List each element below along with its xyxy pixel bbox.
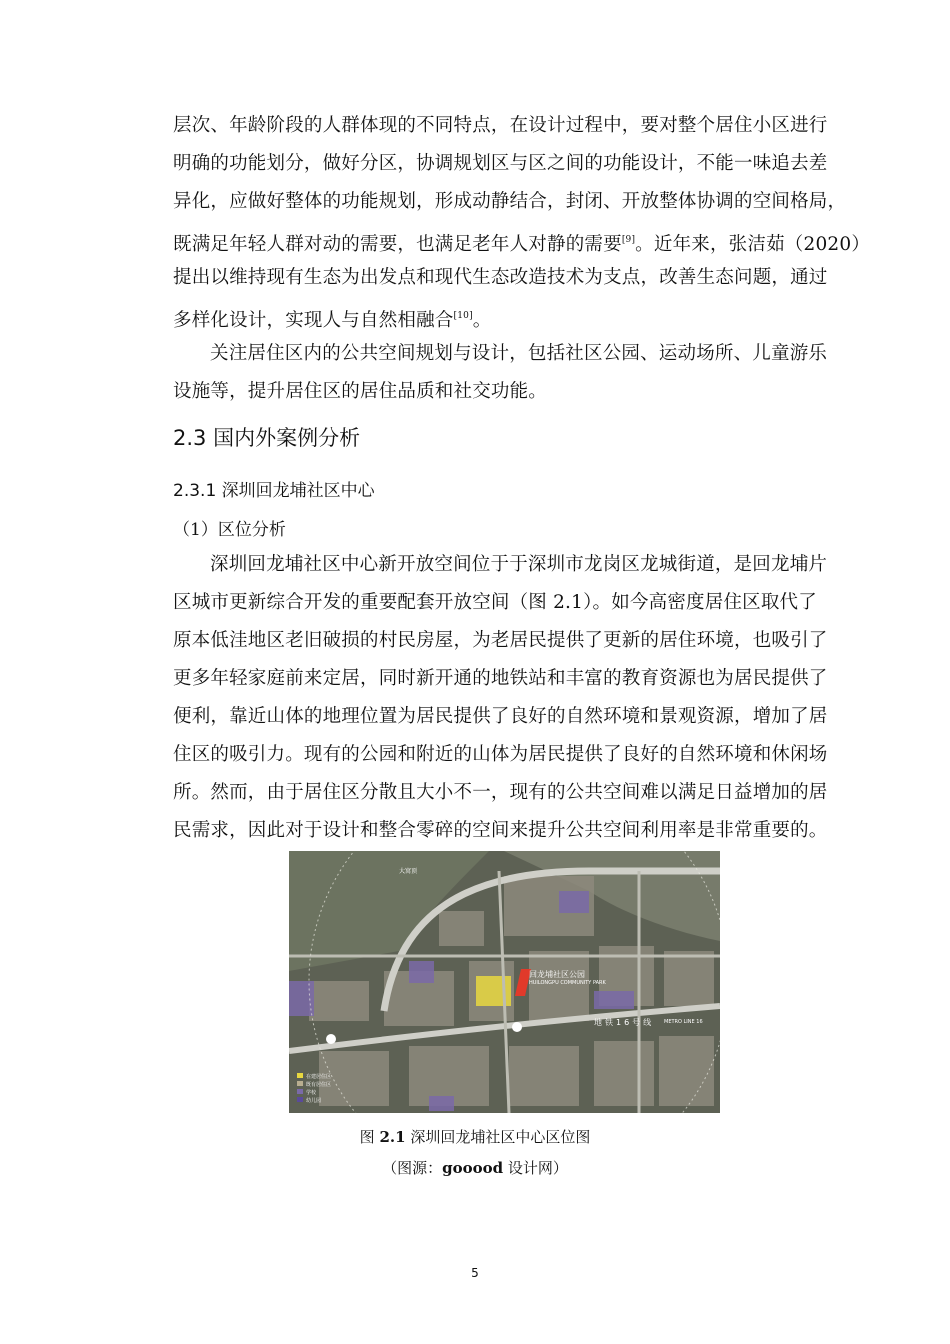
citation-ref: [9] (621, 235, 636, 245)
metro-station-icon (326, 1034, 336, 1044)
location-map-figure (289, 851, 720, 1113)
section-heading: 2.3 国内外案例分析 (173, 426, 361, 450)
sub-item-heading: （1）区位分析 (173, 520, 286, 540)
legend-label: 在建居住区 (306, 1074, 332, 1080)
caption-number: 2.1 (379, 1128, 406, 1146)
body-text-line (173, 301, 492, 336)
body-text-line: 异化，应做好整体的功能规划，形成动静结合，封闭、开放整体协调的空间格局， (173, 191, 847, 212)
body-text-line: 住区的吸引力。现有的公园和附近的山体为居民提供了良好的自然环境和休闲场 (173, 744, 828, 765)
legend-swatch (297, 1073, 303, 1078)
citation-ref: [10] (453, 311, 473, 321)
body-text-line: 更多年轻家庭前来定居，同时新开通的地铁站和丰富的教育资源也为居民提供了 (173, 668, 828, 689)
source-rest: 设计网） (503, 1159, 568, 1177)
body-text-line: 便利，靠近山体的地理位置为居民提供了良好的自然环境和景观资源，增加了居 (173, 706, 828, 727)
legend-swatch (297, 1089, 303, 1094)
body-text-line: 原本低洼地区老旧破损的村民房屋，为老居民提供了更新的居住环境，也吸引了 (173, 630, 828, 651)
metro-line-label-en: METRO LINE 16 (664, 1019, 703, 1025)
satellite-map (289, 851, 720, 1113)
body-text-line: 设施等，提升居住区的居住品质和社交功能。 (173, 381, 548, 402)
legend-swatch (297, 1081, 303, 1086)
body-text-line: 提出以维持现有生态为出发点和现代生态改造技术为支点，改善生态问题，通过 (173, 267, 828, 288)
page-number: 5 (471, 1266, 479, 1280)
park-label: 回龙埔社区公园 (529, 970, 585, 979)
text-segment: 。近年来，张洁茹（2020） (635, 234, 871, 255)
caption-text: 深圳回龙埔社区中心区位图 (405, 1128, 591, 1146)
text-segment: 多样化设计，实现人与自然相融合 (173, 310, 454, 331)
mountain-label: 大窝顶 (399, 868, 418, 875)
body-text-line: 深圳回龙埔社区中心新开放空间位于于深圳市龙岗区龙城街道，是回龙埔片 (210, 554, 828, 575)
text-segment: 既满足年轻人群对动的需要，也满足老年人对静的需要 (173, 234, 622, 255)
legend-label: 幼儿园 (306, 1098, 322, 1104)
body-text-line: 层次、年龄阶段的人群体现的不同特点，在设计过程中，要对整个居住小区进行 (173, 115, 828, 136)
source-open: （图源： (382, 1159, 443, 1177)
source-site: gooood (442, 1159, 504, 1177)
body-text-line: 区城市更新综合开发的重要配套开放空间（图 2.1）。如今高密度居住区取代了 (173, 592, 817, 613)
figure-caption (0, 1126, 950, 1147)
metro-line-label: 地铁16号线 (594, 1018, 655, 1027)
body-text-line: 明确的功能划分，做好分区，协调规划区与区之间的功能设计，不能一味追去差 (173, 153, 828, 174)
legend-swatch (297, 1097, 303, 1102)
body-text-line: 所。然而，由于居住区分散且大小不一，现有的公共空间难以满足日益增加的居 (173, 782, 828, 803)
legend-label: 学校 (306, 1090, 317, 1096)
legend-label: 既有居住区 (306, 1082, 332, 1088)
subsection-heading: 2.3.1 深圳回龙埔社区中心 (173, 481, 375, 501)
figure-source (0, 1157, 950, 1178)
park-label-en: HUILONGPU COMMUNITY PARK (529, 980, 606, 986)
text-segment: 。 (472, 310, 492, 331)
body-text-line: 关注居住区内的公共空间规划与设计，包括社区公园、运动场所、儿童游乐 (210, 343, 828, 364)
caption-prefix: 图 (359, 1128, 380, 1146)
map-legend (297, 1073, 331, 1105)
body-text-line: 民需求，因此对于设计和整合零碎的空间来提升公共空间利用率是非常重要的。 (173, 820, 828, 841)
metro-station-icon (512, 1022, 522, 1032)
body-text-line (173, 225, 870, 260)
